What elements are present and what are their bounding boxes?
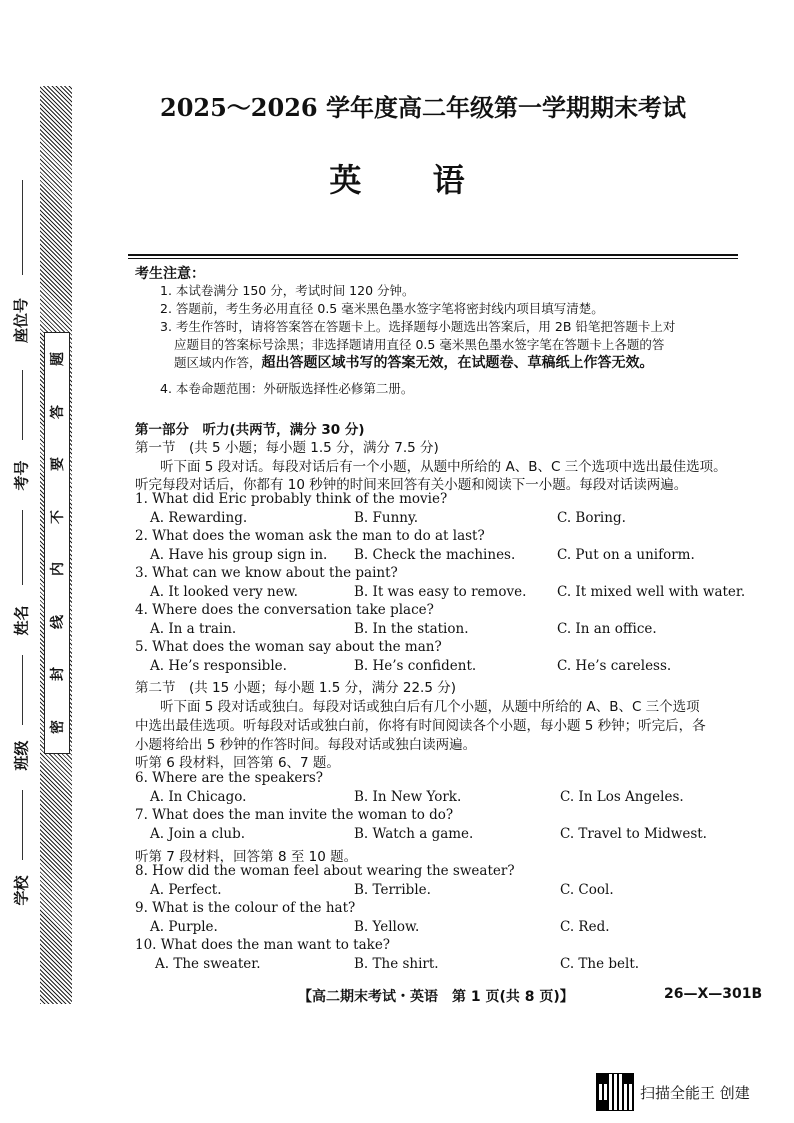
notice-item: 2. 答题前，考生务必用直径 0.5 毫米黑色墨水签字笔将密封线内项目填写清楚。 <box>160 301 604 316</box>
question: 7. What does the man invite the woman to do? <box>135 807 454 823</box>
option-b: B. Terrible. <box>354 882 431 898</box>
option-b: B. In New York. <box>354 789 462 805</box>
watermark-text: 扫描全能王 创建 <box>640 1084 750 1102</box>
class-blank[interactable] <box>22 655 23 725</box>
binding-char: 要 <box>50 457 66 472</box>
section1-title: 第一节 (共 5 小题；每小题 1.5 分，满分 7.5 分) <box>135 440 439 456</box>
page-footer: 【高二期末考试・英语 第 1 页(共 8 页)】 <box>298 989 574 1005</box>
option-a: A. Join a club. <box>150 826 246 842</box>
option-c: C. Put on a uniform. <box>557 547 695 563</box>
section2-title: 第二节 (共 15 小题；每小题 1.5 分，满分 22.5 分) <box>135 680 456 696</box>
header-rule <box>128 258 738 259</box>
option-b: B. Funny. <box>354 510 419 526</box>
option-a: A. Rewarding. <box>150 510 248 526</box>
school-field <box>4 870 36 910</box>
option-a: A. In Chicago. <box>150 789 247 805</box>
option-a: A. It looked very new. <box>150 584 298 600</box>
seat-label: 座位号 <box>12 297 31 344</box>
exam-no-blank[interactable] <box>22 370 23 440</box>
exam-no-label: 考号 <box>12 460 31 491</box>
exam-code: 26—X—301B <box>664 986 763 1002</box>
binding-char: 线 <box>50 614 66 629</box>
notice-title: 考生注意： <box>135 266 205 282</box>
seat-field <box>4 290 36 350</box>
school-blank[interactable] <box>22 790 23 860</box>
name-label: 姓名 <box>12 605 31 636</box>
part1-title: 第一部分 听力(共两节，满分 30 分) <box>135 422 365 438</box>
option-c: C. Boring. <box>557 510 626 526</box>
header-rule <box>128 254 738 256</box>
name-field <box>4 600 36 640</box>
subject-char: 英 <box>329 161 362 199</box>
question: 10. What does the man want to take? <box>135 937 391 953</box>
option-a: A. Have his group sign in. <box>150 547 328 563</box>
option-a: A. In a train. <box>150 621 237 637</box>
section2-instruction: 听下面 5 段对话或独白。每段对话或独白后有几个小题，从题中所给的 A、B、C 三个选项 <box>160 699 700 715</box>
qr-code-icon <box>596 1073 634 1111</box>
binding-char: 题 <box>50 352 66 367</box>
notice-item-text: 题区域内作答， <box>174 355 262 370</box>
class-label: 班级 <box>12 740 31 771</box>
notice-item: 4. 本卷命题范围：外研版选择性必修第二册。 <box>160 381 414 396</box>
option-b: B. He’s confident. <box>354 658 477 674</box>
question: 9. What is the colour of the hat? <box>135 900 356 916</box>
option-b: B. Check the machines. <box>354 547 516 563</box>
section1-instruction: 听下面 5 段对话。每段对话后有一个小题，从题中所给的 A、B、C 三个选项中选出最佳选项。 <box>160 459 727 475</box>
option-c: C. Travel to Midwest. <box>560 826 707 842</box>
option-a: A. The sweater. <box>155 956 261 972</box>
name-blank[interactable] <box>22 510 23 585</box>
option-a: A. He’s responsible. <box>150 658 287 674</box>
material-heading: 听第 7 段材料，回答第 8 至 10 题。 <box>135 849 358 865</box>
binding-notice <box>44 332 70 754</box>
option-b: B. Yellow. <box>354 919 420 935</box>
question: 2. What does the woman ask the man to do at last? <box>135 528 485 544</box>
option-b: B. The shirt. <box>354 956 439 972</box>
question: 4. Where does the conversation take place? <box>135 602 434 618</box>
exam-no-field <box>4 455 36 495</box>
section2-instruction: 中选出最佳选项。听每段对话或独白前，你将有时间阅读各个小题，每小题 5 秒钟；听完后，各 <box>135 718 706 734</box>
option-c: C. In Los Angeles. <box>560 789 684 805</box>
option-b: B. Watch a game. <box>354 826 474 842</box>
question: 1. What did Eric probably think of the movie? <box>135 491 448 507</box>
notice-item: 应题目的答案标号涂黑；非选择题请用直径 0.5 毫米黑色墨水签字笔在答题卡上各题的答 <box>174 337 665 352</box>
option-c: C. Cool. <box>560 882 614 898</box>
option-c: C. In an office. <box>557 621 657 637</box>
question: 5. What does the woman say about the man? <box>135 639 442 655</box>
notice-emphasis: 超出答题区域书写的答案无效，在试题卷、草稿纸上作答无效。 <box>261 355 654 371</box>
binding-char: 密 <box>50 719 66 734</box>
question: 6. Where are the speakers? <box>135 770 324 786</box>
binding-char: 封 <box>50 667 66 682</box>
material-heading: 听第 6 段材料，回答第 6、7 题。 <box>135 755 340 771</box>
option-b: B. It was easy to remove. <box>354 584 527 600</box>
exam-title: 2025～2026 学年度高二年级第一学期期末考试 <box>160 93 686 122</box>
option-c: C. Red. <box>560 919 610 935</box>
subject-title <box>0 155 794 201</box>
school-label: 学校 <box>12 875 31 906</box>
option-c: C. He’s careless. <box>557 658 672 674</box>
subject-char: 语 <box>432 161 465 199</box>
class-field <box>4 735 36 775</box>
option-a: A. Purple. <box>150 919 218 935</box>
option-a: A. Perfect. <box>150 882 222 898</box>
option-c: C. It mixed well with water. <box>557 584 746 600</box>
notice-item: 1. 本试卷满分 150 分，考试时间 120 分钟。 <box>160 283 415 298</box>
binding-char: 答 <box>50 404 66 419</box>
section1-instruction: 听完每段对话后，你都有 10 秒钟的时间来回答有关小题和阅读下一小题。每段对话读两遍。 <box>135 477 688 493</box>
section2-instruction: 小题将给出 5 秒钟的作答时间。每段对话或独白读两遍。 <box>135 737 477 753</box>
question: 8. How did the woman feel about wearing the sweater? <box>135 863 515 879</box>
notice-item: 3. 考生作答时，请将答案答在答题卡上。选择题每小题选出答案后，用 2B 铅笔把答题卡上对 <box>160 319 676 334</box>
option-c: C. The belt. <box>560 956 640 972</box>
binding-char: 不 <box>50 509 66 524</box>
question: 3. What can we know about the paint? <box>135 565 398 581</box>
option-b: B. In the station. <box>354 621 469 637</box>
notice-item <box>174 354 654 372</box>
binding-char: 内 <box>50 562 66 577</box>
